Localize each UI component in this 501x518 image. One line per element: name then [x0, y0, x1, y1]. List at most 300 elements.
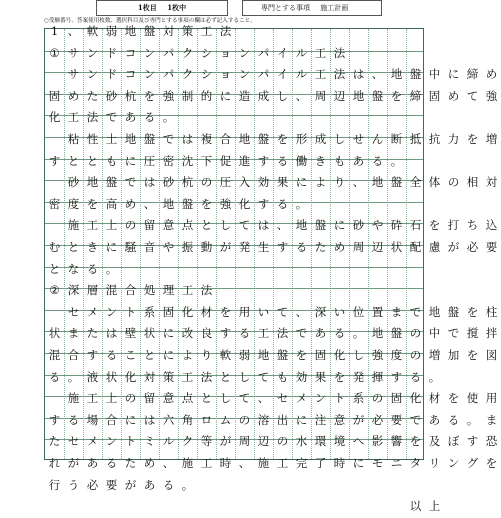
essay-character: に — [162, 326, 175, 341]
essay-character: ド — [105, 45, 118, 60]
essay-character: る — [105, 348, 118, 363]
essay-character: 、 — [257, 391, 270, 406]
essay-character: 状 — [390, 240, 403, 255]
essay-character: 上 — [428, 499, 441, 514]
essay-character: ② — [49, 283, 60, 298]
essay-character: 入 — [238, 175, 251, 190]
essay-character: と — [67, 240, 80, 255]
essay-character: き — [314, 153, 327, 168]
essay-character: 地 — [124, 132, 137, 147]
essay-character: す — [257, 196, 270, 211]
essay-character: と — [219, 369, 232, 384]
essay-character: 環 — [314, 434, 327, 449]
essay-character: 発 — [238, 240, 251, 255]
essay-character: ン — [238, 67, 251, 82]
essay-character: が — [219, 434, 232, 449]
essay-character: う — [67, 477, 80, 492]
essay-character: 弱 — [238, 348, 251, 363]
essay-character: も — [333, 153, 346, 168]
essay-character: 場 — [86, 412, 99, 427]
essay-character: す — [257, 153, 270, 168]
essay-character: ン — [143, 67, 156, 82]
essay-character: ク — [181, 45, 194, 60]
essay-character: 工 — [200, 24, 213, 39]
essay-character: せ — [352, 132, 365, 147]
essay-character: 。 — [181, 477, 194, 492]
essay-character: に — [162, 348, 175, 363]
essay-character: 上 — [105, 218, 118, 233]
essay-character: あ — [143, 477, 156, 492]
essay-character: 地 — [162, 196, 175, 211]
essay-character: 的 — [200, 88, 213, 103]
essay-character: 音 — [143, 240, 156, 255]
essay-character: 果 — [314, 369, 327, 384]
essay-character: 、 — [352, 175, 365, 190]
essay-character: を — [447, 391, 460, 406]
essay-character: 工 — [67, 110, 80, 125]
essay-character: で — [409, 412, 422, 427]
essay-character: の — [124, 218, 137, 233]
essay-character: は — [143, 175, 156, 190]
essay-character: 周 — [352, 240, 365, 255]
essay-character: 工 — [314, 45, 327, 60]
essay-character: パ — [257, 45, 270, 60]
essay-character: 。 — [67, 369, 80, 384]
essay-character: て — [257, 369, 270, 384]
essay-character: ル — [162, 434, 175, 449]
essay-character: ま — [67, 326, 80, 341]
essay-character: 増 — [428, 348, 441, 363]
essay-character: へ — [352, 434, 365, 449]
essay-character: 地 — [390, 67, 403, 82]
essay-character: 工 — [200, 456, 213, 471]
essay-character: ル — [295, 45, 308, 60]
essay-character: で — [295, 326, 308, 341]
essay-character: イ — [276, 67, 289, 82]
essay-character: 用 — [238, 304, 251, 319]
essay-character: 出 — [276, 412, 289, 427]
essay-character: あ — [124, 110, 137, 125]
essay-character: 材 — [200, 304, 213, 319]
essay-character: ま — [390, 304, 403, 319]
essay-character: ル — [295, 67, 308, 82]
essay-character: 振 — [181, 240, 194, 255]
essay-character: 。 — [162, 110, 175, 125]
essay-character: が — [219, 240, 232, 255]
essay-character: 造 — [238, 88, 251, 103]
essay-character: 対 — [162, 24, 175, 39]
essay-character: 度 — [67, 196, 80, 211]
essay-character: で — [124, 175, 137, 190]
essay-character: 盤 — [390, 326, 403, 341]
essay-character: 1 — [50, 24, 59, 39]
essay-character: る — [409, 369, 422, 384]
essay-character: 性 — [86, 132, 99, 147]
essay-character: る — [67, 412, 80, 427]
essay-character: 地 — [428, 304, 441, 319]
essay-character: 発 — [352, 369, 365, 384]
essay-character: 法 — [200, 369, 213, 384]
essay-character: 固 — [162, 304, 175, 319]
essay-character: パ — [257, 67, 270, 82]
essay-character: 石 — [409, 218, 422, 233]
essay-character: が — [447, 240, 460, 255]
essay-character: 点 — [181, 391, 194, 406]
essay-character: 了 — [314, 456, 327, 471]
essay-character: 。 — [428, 369, 441, 384]
essay-character: 高 — [105, 196, 118, 211]
essay-character: 及 — [428, 434, 441, 449]
essay-character: と — [143, 348, 156, 363]
essay-character: た — [48, 434, 61, 449]
essay-character: が — [67, 456, 80, 471]
essay-character: 盤 — [143, 132, 156, 147]
essay-character: め — [485, 67, 498, 82]
essay-character: 使 — [466, 391, 479, 406]
essay-character: 沈 — [181, 153, 194, 168]
essay-character: 等 — [200, 434, 213, 449]
essay-character: 状 — [105, 369, 118, 384]
essay-character: こ — [124, 348, 137, 363]
essay-character: 増 — [485, 132, 498, 147]
essay-character: を — [143, 88, 156, 103]
essay-character: 系 — [143, 304, 156, 319]
essay-character: 、 — [162, 456, 175, 471]
essay-character: の — [371, 391, 384, 406]
essay-character: 揮 — [371, 369, 384, 384]
essay-character: ち — [466, 218, 479, 233]
essay-character: 固 — [314, 348, 327, 363]
essay-character: 相 — [466, 175, 479, 190]
essay-character: 盤 — [105, 175, 118, 190]
essay-character: て — [238, 391, 251, 406]
essay-character: 形 — [295, 132, 308, 147]
essay-character: 、 — [276, 218, 289, 233]
essay-character: 盤 — [371, 88, 384, 103]
essay-character: 杭 — [124, 88, 137, 103]
essay-character: 完 — [295, 456, 308, 471]
essay-character: 粘 — [67, 132, 80, 147]
essay-character: 合 — [219, 132, 232, 147]
essay-character: 制 — [181, 88, 194, 103]
essay-character: る — [333, 326, 346, 341]
essay-character: 処 — [143, 283, 156, 298]
essay-character: の — [276, 434, 289, 449]
essay-character: 要 — [390, 412, 403, 427]
essay-character: モ — [371, 456, 384, 471]
essay-character: あ — [428, 412, 441, 427]
essay-character: ン — [143, 45, 156, 60]
essay-character: 法 — [86, 110, 99, 125]
essay-character: メ — [86, 304, 99, 319]
essay-character: は — [257, 218, 270, 233]
essay-character: ン — [86, 45, 99, 60]
essay-character: る — [447, 412, 460, 427]
essay-character: で — [162, 132, 175, 147]
essay-character: ト — [124, 434, 137, 449]
essay-character: セ — [67, 304, 80, 319]
essay-character: が — [124, 477, 137, 492]
essay-character: は — [352, 67, 365, 82]
essay-character: 固 — [48, 88, 61, 103]
essay-character: 拌 — [485, 326, 498, 341]
essay-character: て — [276, 304, 289, 319]
essay-character: 地 — [371, 326, 384, 341]
essay-character: を — [219, 304, 232, 319]
essay-character: 効 — [295, 369, 308, 384]
essay-character: 施 — [257, 456, 270, 471]
essay-character: イ — [276, 45, 289, 60]
essay-character: し — [276, 88, 289, 103]
essay-character: あ — [86, 456, 99, 471]
essay-character: 深 — [67, 283, 80, 298]
essay-character: ク — [181, 67, 194, 82]
essay-character: の — [200, 175, 213, 190]
essay-character: 盤 — [143, 24, 156, 39]
essay-character: 、 — [143, 196, 156, 211]
essay-character: 、 — [67, 24, 80, 39]
essay-character: る — [162, 477, 175, 492]
essay-character: な — [67, 261, 80, 276]
essay-character: 中 — [428, 326, 441, 341]
essay-character: し — [219, 218, 232, 233]
essay-character: の — [447, 175, 460, 190]
essay-character: に — [333, 218, 346, 233]
essay-character: は — [181, 132, 194, 147]
essay-character: ド — [105, 67, 118, 82]
essay-character: メ — [295, 391, 308, 406]
essay-character: る — [143, 110, 156, 125]
essay-character: 騒 — [124, 240, 137, 255]
essay-character: 盤 — [447, 304, 460, 319]
essay-character: や — [162, 240, 175, 255]
essay-character: 加 — [447, 348, 460, 363]
essay-character: セ — [276, 391, 289, 406]
essay-character: 体 — [428, 175, 441, 190]
essay-character: 複 — [200, 132, 213, 147]
essay-character: 、 — [295, 88, 308, 103]
essay-character: め — [67, 88, 80, 103]
essay-character: は — [143, 412, 156, 427]
essay-character: 圧 — [143, 153, 156, 168]
essay-character: ん — [371, 132, 384, 147]
essay-character: 果 — [276, 175, 289, 190]
essay-character: 合 — [67, 348, 80, 363]
essay-character: ョ — [219, 67, 232, 82]
essay-character: の — [409, 326, 422, 341]
essay-character: 合 — [105, 412, 118, 427]
essay-character: 強 — [371, 348, 384, 363]
essay-character: 材 — [428, 391, 441, 406]
essay-character: す — [86, 348, 99, 363]
essay-character: 上 — [105, 391, 118, 406]
essay-character: 置 — [371, 304, 384, 319]
essay-character: も — [276, 369, 289, 384]
essay-character: と — [86, 153, 99, 168]
essay-character: 抵 — [409, 132, 422, 147]
essay-character: に — [447, 67, 460, 82]
essay-character: す — [390, 369, 403, 384]
essay-character: 状 — [143, 326, 156, 341]
essay-character: に — [352, 456, 365, 471]
essay-character: で — [409, 304, 422, 319]
essay-character: と — [200, 218, 213, 233]
essay-character: や — [371, 218, 384, 233]
essay-character: 進 — [238, 153, 251, 168]
essay-character: 抗 — [428, 132, 441, 147]
essay-character: 対 — [143, 369, 156, 384]
essay-character: と — [48, 261, 61, 276]
essay-character: す — [276, 240, 289, 255]
essay-character: 壁 — [124, 326, 137, 341]
essay-character: 盤 — [409, 67, 422, 82]
essay-character: 法 — [333, 67, 346, 82]
essay-character: 地 — [352, 88, 365, 103]
essay-character: 必 — [466, 240, 479, 255]
essay-character: 弱 — [105, 24, 118, 39]
essay-character: を — [276, 132, 289, 147]
essay-character: も — [105, 153, 118, 168]
essay-character: ム — [219, 412, 232, 427]
essay-character: 施 — [67, 218, 80, 233]
essay-character: 杭 — [181, 175, 194, 190]
essay-character: 留 — [143, 391, 156, 406]
essay-character: 改 — [181, 326, 194, 341]
essay-character: 辺 — [257, 434, 270, 449]
essay-character: で — [105, 110, 118, 125]
essay-character: ト — [333, 391, 346, 406]
essay-character: 意 — [162, 391, 175, 406]
essay-character: 、 — [371, 67, 384, 82]
essay-character: を — [86, 196, 99, 211]
essay-character: 時 — [219, 456, 232, 471]
essay-character: 状 — [48, 326, 61, 341]
essay-character: 化 — [124, 369, 137, 384]
essay-character: 影 — [371, 434, 384, 449]
essay-character: を — [466, 304, 479, 319]
essay-character: 。 — [466, 412, 479, 427]
sheet-number-label: 1枚目 — [137, 3, 157, 12]
essay-character: が — [352, 412, 365, 427]
specialty-value[interactable]: 施工計画 — [320, 4, 349, 12]
sheet-total-label: 1枚中 — [167, 3, 187, 12]
essay-character: 法 — [333, 45, 346, 60]
essay-character: に — [124, 412, 137, 427]
essay-character: 以 — [409, 499, 422, 514]
essay-character: む — [48, 240, 61, 255]
essay-character: し — [333, 132, 346, 147]
essay-character: 点 — [181, 218, 194, 233]
essay-character: 力 — [447, 132, 460, 147]
essay-character: 必 — [86, 477, 99, 492]
essay-character: 働 — [295, 153, 308, 168]
essay-character: 砂 — [67, 175, 80, 190]
essay-character: て — [238, 218, 251, 233]
essay-character: 工 — [314, 67, 327, 82]
instruction-notice: ○受験番号、答案使用枚数、選択科目及び専門とする事項の欄は必ず記入すること。 — [44, 18, 256, 24]
essay-character: 留 — [143, 218, 156, 233]
essay-character: 六 — [162, 412, 175, 427]
essay-character: 砂 — [162, 175, 175, 190]
essay-character: き — [86, 240, 99, 255]
answer-grid[interactable] — [44, 24, 498, 514]
essay-character: る — [295, 240, 308, 255]
essay-character: 工 — [257, 326, 270, 341]
essay-character: め — [333, 240, 346, 255]
essay-character: ン — [86, 67, 99, 82]
essay-character: 工 — [86, 218, 99, 233]
essay-character: 系 — [352, 391, 365, 406]
essay-character: 地 — [295, 218, 308, 233]
essay-character: 柱 — [485, 304, 498, 319]
essay-character: グ — [466, 456, 479, 471]
essay-character: す — [48, 412, 61, 427]
essay-character: を — [428, 218, 441, 233]
essay-character: 層 — [86, 283, 99, 298]
specialty-label: 専門とする事項 — [261, 4, 310, 12]
essay-character: 地 — [86, 175, 99, 190]
essay-character: 施 — [181, 456, 194, 471]
essay-character: る — [86, 261, 99, 276]
essay-character: 盤 — [314, 218, 327, 233]
essay-character: 盤 — [181, 196, 194, 211]
essay-character: 撹 — [466, 326, 479, 341]
essay-character: た — [124, 456, 137, 471]
essay-character: ミ — [143, 434, 156, 449]
essay-character: 圧 — [219, 175, 232, 190]
essay-character: 全 — [409, 175, 422, 190]
essay-character: り — [200, 348, 213, 363]
essay-character: る — [48, 369, 61, 384]
essay-character: ① — [49, 45, 60, 60]
essay-character: 強 — [162, 88, 175, 103]
essay-character: 軟 — [86, 24, 99, 39]
essay-character: を — [466, 348, 479, 363]
essay-character: ク — [181, 434, 194, 449]
essay-character: 。 — [390, 153, 403, 168]
essay-character: 必 — [371, 412, 384, 427]
essay-character: 。 — [105, 261, 118, 276]
essay-character: に — [295, 175, 308, 190]
essay-character: を — [466, 132, 479, 147]
essay-character: 注 — [314, 412, 327, 427]
essay-character: 成 — [314, 132, 327, 147]
essay-character: を — [390, 88, 403, 103]
essay-character: は — [105, 326, 118, 341]
essay-character: 時 — [333, 456, 346, 471]
essay-character: 法 — [276, 326, 289, 341]
essay-character: た — [86, 88, 99, 103]
essay-character: 砂 — [352, 218, 365, 233]
essay-character: ニ — [390, 456, 403, 471]
essay-character: 混 — [105, 283, 118, 298]
essay-character: 込 — [485, 218, 498, 233]
essay-character: 断 — [390, 132, 403, 147]
essay-character: 深 — [314, 304, 327, 319]
essay-character: 下 — [200, 153, 213, 168]
essay-character: 工 — [86, 391, 99, 406]
essay-character: コ — [124, 67, 137, 82]
essay-character: 盤 — [257, 132, 270, 147]
essay-character: 合 — [124, 283, 137, 298]
essay-character: を — [485, 456, 498, 471]
essay-character: め — [124, 196, 137, 211]
essay-character: パ — [162, 67, 175, 82]
essay-character: 。 — [295, 196, 308, 211]
essay-character: 液 — [86, 369, 99, 384]
essay-character: に — [295, 412, 308, 427]
essay-character: 要 — [485, 240, 498, 255]
